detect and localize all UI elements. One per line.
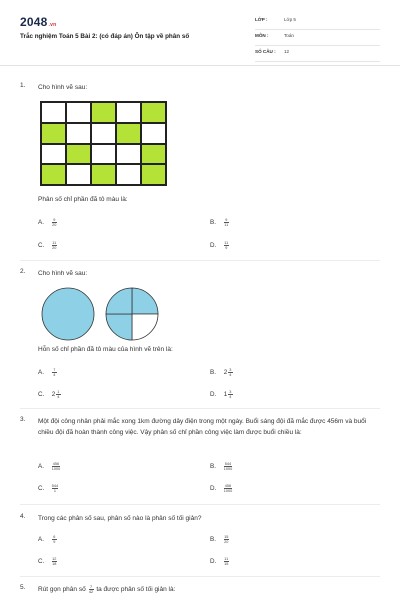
option-d[interactable] (210, 241, 229, 250)
option-mixed-number: 1 $\frac{3}{4}$ (223, 390, 232, 399)
meta-value: 12 (284, 49, 290, 54)
question-prompt: Phân số chỉ phần đã tô màu là: (38, 196, 128, 203)
question-number: 3. (20, 416, 26, 423)
option-label: C. (38, 242, 45, 250)
option-label: C. (38, 558, 45, 566)
option-label: A. (38, 463, 44, 471)
option-fraction: $\frac{456}{1000}$ (223, 484, 233, 493)
divider (20, 260, 380, 261)
option-c[interactable] (38, 390, 61, 399)
option-d[interactable] (210, 557, 229, 566)
question-text: Trong các phân số sau, phân số nào là phân số tối giản? (38, 515, 202, 522)
meta-value: Lớp 5 (284, 17, 296, 22)
option-a[interactable] (38, 535, 57, 544)
grid-cell-empty (116, 164, 141, 185)
option-b[interactable] (210, 218, 229, 227)
option-fraction: $\frac{9}{11}$ (224, 218, 229, 227)
option-fraction: $\frac{15}{20}$ (224, 535, 229, 544)
option-label: D. (210, 485, 217, 493)
grid-cell-shaded (66, 144, 91, 165)
meta-row-count (255, 46, 380, 62)
quarter-circle (106, 288, 158, 340)
option-label: D. (210, 242, 217, 250)
option-c[interactable] (38, 241, 57, 250)
question-number: 5. (20, 584, 26, 591)
grid-cell-empty (66, 164, 91, 185)
option-c[interactable] (38, 557, 57, 566)
inline-fraction: $\frac{7}{42}$ (88, 585, 94, 594)
option-c[interactable] (38, 484, 58, 493)
grid-cell-empty (91, 144, 116, 165)
grid-cell-shaded (41, 164, 66, 185)
option-label: B. (210, 463, 216, 471)
option-b[interactable] (210, 462, 232, 471)
grid-cell-shaded (141, 102, 166, 123)
option-b[interactable] (210, 535, 229, 544)
option-mixed-number: 2 $\frac{3}{4}$ (223, 368, 232, 377)
grid-cell-empty (66, 123, 91, 144)
option-label: D. (210, 558, 217, 566)
option-fraction: $\frac{11}{15}$ (224, 557, 229, 566)
shaded-grid-figure (40, 101, 167, 186)
option-fraction: $\frac{544}{1000}$ (223, 462, 233, 471)
option-b[interactable] (210, 368, 233, 377)
logo-text: 2048 (20, 15, 48, 29)
question-text (38, 584, 378, 595)
circles-figure (40, 286, 160, 342)
grid-cell-shaded (141, 144, 166, 165)
option-a[interactable] (38, 218, 57, 227)
option-fraction: $\frac{9}{20}$ (52, 218, 57, 227)
grid-cell-shaded (91, 102, 116, 123)
text-after: ta được phân số tối giản là: (96, 586, 176, 593)
full-circle (42, 288, 94, 340)
text-before: Rút gọn phân số (38, 586, 86, 593)
meta-row-subject (255, 30, 380, 46)
option-label: C. (38, 485, 45, 493)
divider (20, 408, 380, 409)
question-number: 2. (20, 268, 26, 275)
grid-cell-shaded (91, 164, 116, 185)
question-number: 4. (20, 513, 26, 520)
grid-cell-empty (66, 102, 91, 123)
option-label: A. (38, 369, 44, 377)
grid-cell-empty (116, 102, 141, 123)
grid-cell-empty (116, 144, 141, 165)
option-d[interactable] (210, 484, 232, 493)
meta-value: Toán (284, 33, 294, 38)
grid-cell-shaded (116, 123, 141, 144)
grid-cell-empty (41, 144, 66, 165)
option-fraction: $\frac{544}{1}$ (51, 484, 59, 493)
page-title: Trắc nghiệm Toán 5 Bài 2: (có đáp án) Ôn tập về phân số (20, 33, 190, 40)
divider (20, 576, 380, 577)
question-text: Cho hình vẽ sau: (38, 84, 88, 91)
option-fraction: $\frac{456}{1000}$ (51, 462, 61, 471)
logo-domain: .vn (48, 22, 57, 28)
option-d[interactable] (210, 390, 233, 399)
question-text: Cho hình vẽ sau: (38, 270, 88, 277)
grid-cell-empty (91, 123, 116, 144)
option-label: B. (210, 536, 216, 544)
meta-key: MÔN : (255, 33, 269, 38)
option-mixed-number: 2 $\frac{1}{4}$ (51, 390, 60, 399)
question-text: Một đội công nhân phải mắc xong 1km đường dây điện trong một ngày. Buổi sáng đội đã mắc được 456m và buổi chiều đội đã hoàn thành công việc. Vậy phân số chỉ phần công việc làm được buổi chiều là: (38, 418, 367, 436)
divider (20, 504, 380, 505)
grid-cell-shaded (41, 123, 66, 144)
meta-row-class (255, 14, 380, 30)
option-fraction: $\frac{11}{9}$ (224, 241, 229, 250)
option-label: A. (38, 536, 44, 544)
option-label: B. (210, 219, 216, 227)
option-a[interactable] (38, 368, 57, 377)
option-fraction: $\frac{12}{18}$ (52, 557, 57, 566)
option-label: D. (210, 391, 217, 399)
site-logo[interactable] (20, 15, 56, 29)
option-fraction: $\frac{7}{4}$ (53, 368, 56, 377)
option-fraction: $\frac{11}{20}$ (52, 241, 57, 250)
option-label: A. (38, 219, 44, 227)
option-label: B. (210, 369, 216, 377)
option-fraction: $\frac{6}{9}$ (53, 535, 56, 544)
meta-key: SỐ CÂU : (255, 49, 276, 54)
meta-panel (255, 14, 380, 62)
grid-cell-empty (141, 123, 166, 144)
page-header (0, 0, 400, 66)
option-a[interactable] (38, 462, 60, 471)
grid-cell-empty (41, 102, 66, 123)
grid-cell-shaded (141, 164, 166, 185)
option-label: C. (38, 391, 45, 399)
meta-key: LỚP : (255, 17, 268, 22)
question-prompt: Hỗn số chỉ phần đã tô màu của hình vẽ trên là: (38, 346, 173, 353)
question-number: 1. (20, 82, 26, 89)
